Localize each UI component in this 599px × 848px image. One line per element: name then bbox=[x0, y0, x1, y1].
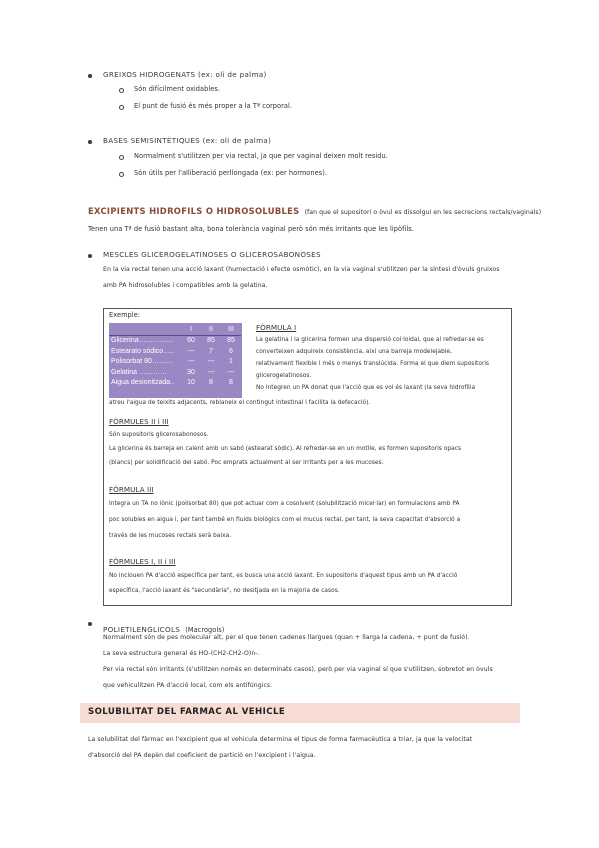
sub-bullet bbox=[119, 105, 124, 110]
formula-all-line: específica, l'acció laxant és "secundària", no desitjada en la majoria de casos. bbox=[109, 588, 340, 594]
bullet bbox=[88, 254, 92, 258]
table-cell: Estearato sódico….. bbox=[111, 347, 175, 355]
section-title: SOLUBILITAT DEL FARMAC AL VEHICLE bbox=[88, 707, 286, 717]
table-cell: Gelatina ………… bbox=[111, 368, 168, 376]
polie-title-note: (Macrogols) bbox=[185, 626, 225, 634]
bullet bbox=[88, 74, 92, 78]
table-cell: 85 bbox=[227, 337, 235, 345]
formula23-line: La glicerina és barreja en calent amb un sabó (estearat sòdic). Al refredar-se en un motlle, es formen supositoris opacs bbox=[109, 446, 462, 452]
formula-all-line: No inclouen PA d'acció específica per tant, es busca una acció laxant. En supositoris d'aquest tipus amb un PA d'acció bbox=[109, 573, 458, 579]
table-cell: 8 bbox=[229, 379, 233, 387]
table-cell: --- bbox=[227, 368, 235, 376]
section-line: d'absorció del PA depèn del coeficient de partició en l'excipient i l'aigua. bbox=[88, 752, 316, 759]
list-subitem: Són útils per l'alliberació perllongada (ex: per hormones). bbox=[134, 169, 327, 177]
formula1-line: atreu l'aigua de teixits adjacents, reblaneix el contingut intestinal i facilita la defecació). bbox=[109, 400, 371, 406]
table-header bbox=[109, 324, 181, 335]
formula3-line: través de les mucoses rectals serà baixa. bbox=[109, 533, 232, 539]
example-label: Exemple: bbox=[109, 311, 141, 319]
table-header: I bbox=[190, 325, 192, 333]
table-row bbox=[109, 367, 241, 378]
mescles-line: En la via rectal tenen una acció laxant (humectació i efecte osmòtic), en la via vaginal s'utilitzen per la síntesi d'òvuls gruixos bbox=[103, 266, 500, 273]
table-cell: 7 bbox=[209, 347, 213, 355]
formula1-line: No integren un PA donat que l'acció que es vol és laxant (la seva hidrofília bbox=[256, 385, 476, 391]
table-header: III bbox=[228, 325, 234, 333]
table-cell: Aigua desionitzada.. bbox=[111, 379, 175, 387]
polie-line: Per via rectal són irritants (s'utilitzen només en determinats casos), però per via vaginal sí que s'utilitzen, sobretot en òvuls bbox=[103, 666, 493, 673]
formula3-title: FÒRMULA III bbox=[109, 485, 154, 494]
list-subitem: El punt de fusió és més proper a la Tª corporal. bbox=[134, 102, 292, 110]
mescles-title: MESCLES GLICEROGELATINOSES O GLICEROSABONOSES bbox=[103, 250, 321, 259]
table-cell: 60 bbox=[187, 337, 195, 345]
table-cell: 6 bbox=[229, 347, 233, 355]
table-row bbox=[109, 346, 241, 357]
formula1-line: relativament flexible i més o menys translúcida. Forma el que diem supositoris bbox=[256, 361, 490, 367]
list-subitem: Normalment s'utilitzen per via rectal, ja que per vaginal deixen molt residu. bbox=[134, 152, 388, 160]
polie-line: La seva estructura general és HO-(CH2-CH2-O)n-. bbox=[103, 650, 260, 657]
table-cell: --- bbox=[207, 358, 215, 366]
bullet bbox=[88, 140, 92, 144]
mescles-line: amb PA hidrosolubles i compatibles amb la gelatina. bbox=[103, 282, 268, 289]
list-item-title: GREIXOS HIDROGENATS (ex: oli de palma) bbox=[103, 70, 267, 79]
section-line: La solubilitat del fàrmac en l'excipient que el vehicula determina el tipus de forma farmacèutica a triar, ja que la velocitat bbox=[88, 736, 473, 743]
list-subitem: Són difícilment oxidables. bbox=[134, 85, 220, 93]
polie-line: Normalment són de pes molecular alt, per el que tenen cadenes llargues (quan + llarga la cadena, + punt de fusió). bbox=[103, 634, 470, 641]
table-cell: 85 bbox=[207, 337, 215, 345]
table-cell: 30 bbox=[187, 368, 195, 376]
bullet bbox=[88, 622, 92, 626]
hidrofils-intro: Tenen una Tª de fusió bastant alta, bona tolerància vaginal però són més irritants que les lipòfils. bbox=[88, 225, 414, 233]
formula23-line: Són supositoris glicerosabonosos. bbox=[109, 432, 209, 438]
formula3-line: Integra un TA no iònic (polisorbat 80) que pot actuar com a cosolvent (solubilització micel·lar) en formulacions amb PA bbox=[109, 501, 460, 507]
table-cell: --- bbox=[207, 368, 215, 376]
table-row bbox=[109, 378, 241, 389]
table-cell: 10 bbox=[187, 379, 195, 387]
formula23-title: FÒRMULES II i III bbox=[109, 417, 169, 426]
table-cell: --- bbox=[187, 347, 195, 355]
example-box bbox=[103, 308, 512, 606]
formula1-title: FÒRMULA I bbox=[256, 323, 297, 332]
table-cell: 8 bbox=[209, 379, 213, 387]
formula1-line: La gelatina i la glicerina formen una dispersió col·loidal, que al refredar-se es bbox=[256, 337, 484, 343]
formula-all-title: FÒRMULES I, II i III bbox=[109, 557, 176, 566]
sub-bullet bbox=[119, 155, 124, 160]
hidrofils-heading: EXCIPIENTS HIDROFILS O HIDROSOLUBLES bbox=[88, 206, 300, 216]
hidrofils-heading-row bbox=[88, 199, 541, 218]
polie-title: POLIETILENGLICOLS bbox=[103, 625, 181, 634]
list-item-title: BASES SEMISINTÈTIQUES (ex: oli de palma) bbox=[103, 136, 272, 145]
composition-table bbox=[109, 324, 241, 388]
formula1-line: converteixen adquireix consistència, així una barreja modelejable, bbox=[256, 349, 452, 355]
example-table bbox=[109, 323, 242, 398]
sub-bullet bbox=[119, 172, 124, 177]
formula1-line: glicerogelatinosos. bbox=[256, 373, 312, 379]
table-row bbox=[109, 357, 241, 368]
formula23-line: (blancs) per solidificació del sabó. Poc emprats actualment al ser irritants per a les mucoses. bbox=[109, 460, 384, 466]
hidrofils-heading-note: (fan que el supositori o òvul es dissolgui en les secrecions rectals/vaginals) bbox=[304, 209, 542, 216]
table-cell: --- bbox=[187, 358, 195, 366]
sub-bullet bbox=[119, 88, 124, 93]
table-row bbox=[109, 335, 241, 346]
formula3-line: poc solubles en aigua i, per tant també en fluids biològics com el mucus rectal, per tant, la seva capacitat d'absorció a bbox=[109, 517, 461, 523]
table-cell: Polisorbat 80……… bbox=[111, 358, 173, 366]
table-header: II bbox=[209, 325, 213, 333]
table-cell: Glicerina…………… bbox=[111, 337, 174, 345]
table-cell: 1 bbox=[229, 358, 233, 366]
polie-line: que vehiculitzen PA d'acció local, com els antifúngics. bbox=[103, 682, 273, 689]
